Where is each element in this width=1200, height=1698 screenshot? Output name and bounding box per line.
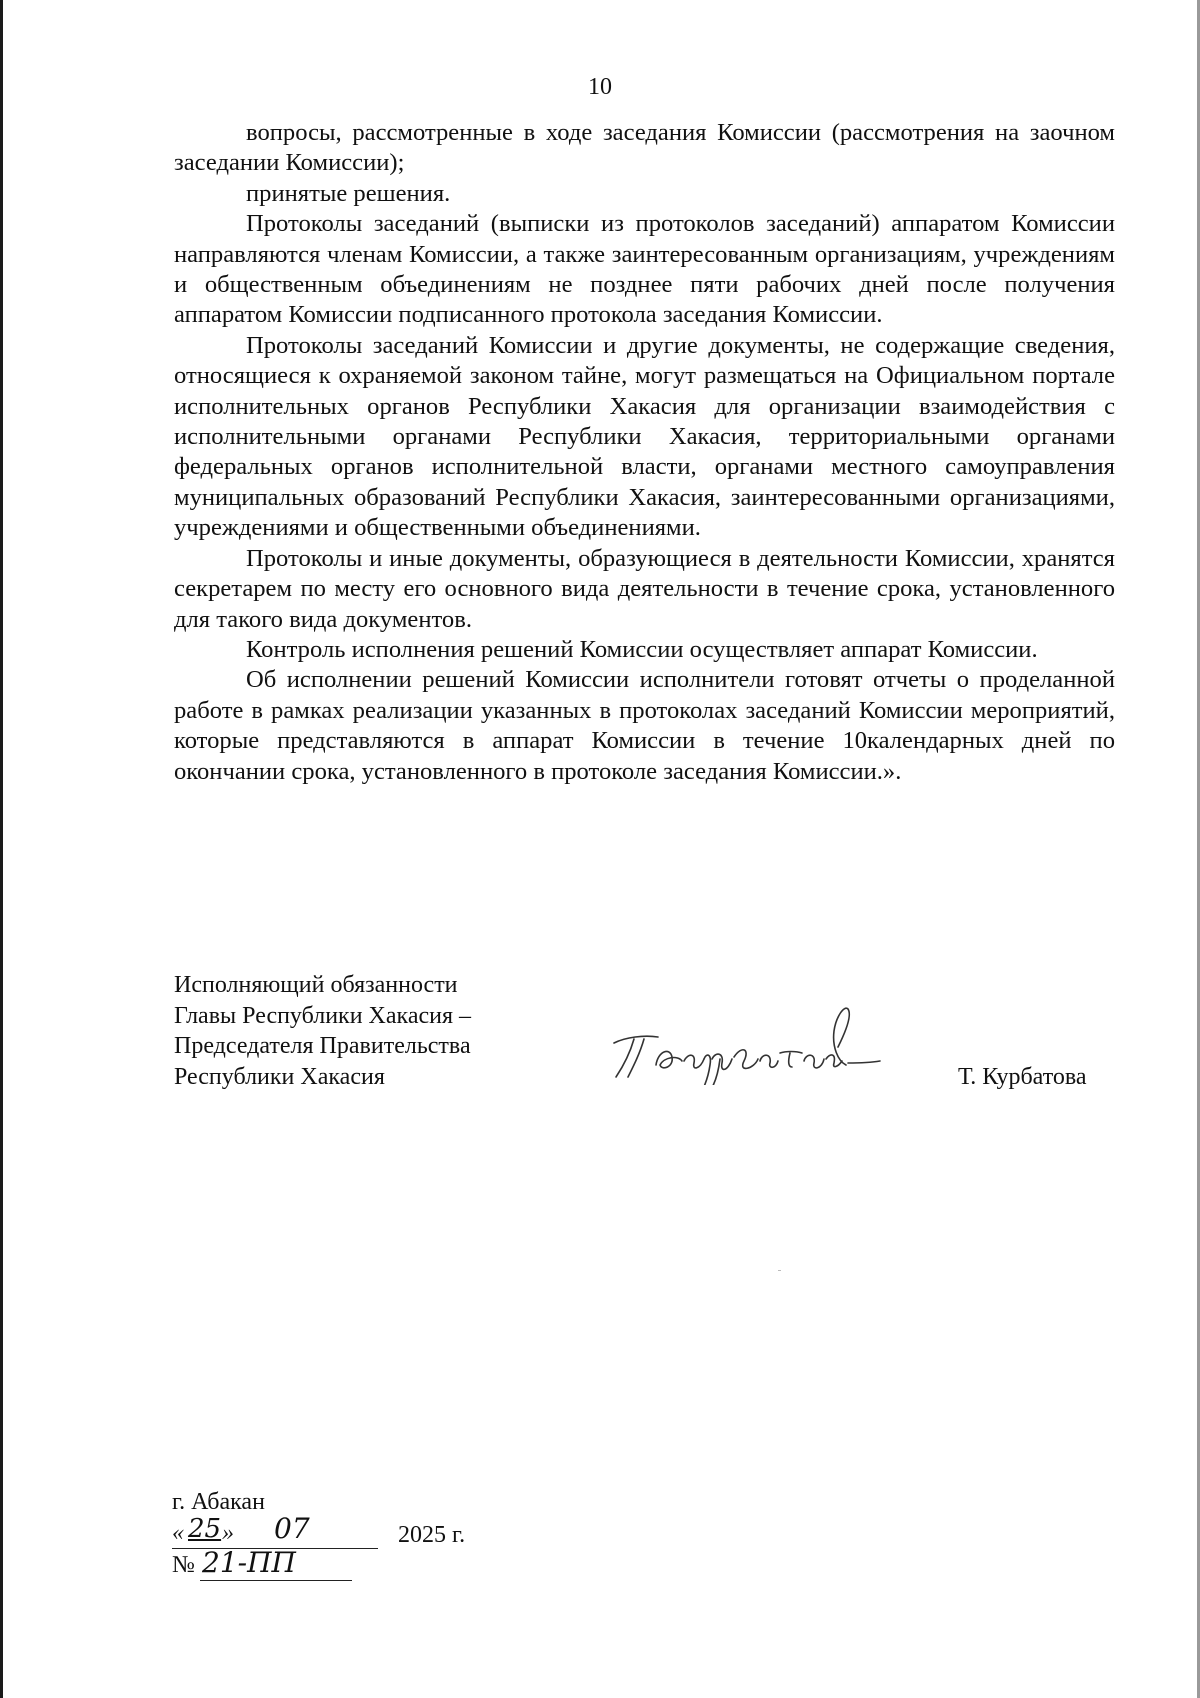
paragraph-1: вопросы, рассмотренные в ходе заседания Комиссии (рассмотрения на заочном заседании Комиссии); (174, 119, 1115, 177)
handwritten-signature (600, 995, 890, 1085)
signer-title-line: Исполняющий обязанности (174, 972, 458, 998)
paragraph-6: Контроль исполнения решений Комиссии осуществляет аппарат Комиссии. (246, 635, 1038, 663)
paragraph-3: Протоколы заседаний (выписки из протоколов заседаний) аппаратом Комиссии направляются членам Комиссии, а также заинтересованным организациям, учреждениям и общественным объединениям не позднее пяти рабочих дней после получения аппаратом Комиссии подписанного протокола заседания Комиссии. (174, 210, 1115, 329)
paragraph-5: Протоколы и иные документы, образующиеся в деятельности Комиссии, хранятся секретарем по месту его основного вида деятельности в течение срока, установленного для такого вида документов. (174, 544, 1115, 633)
scan-speck (778, 1270, 781, 1271)
number-underline (200, 1580, 352, 1581)
signer-title (174, 970, 534, 1092)
date-quote-close: » (222, 1520, 234, 1546)
signer-title-line: Председателя Правительства (174, 1033, 471, 1059)
paragraph-2: принятые решения. (246, 179, 451, 207)
handwritten-document-number: 21-ПП (202, 1546, 296, 1579)
number-sign: № (172, 1552, 195, 1578)
page-number (0, 72, 1200, 102)
date-year: 2025 г. (398, 1522, 466, 1548)
handwritten-month: 07 (274, 1512, 310, 1545)
handwritten-day: 25 (188, 1514, 222, 1544)
signer-title-line: Республики Хакасия (174, 1063, 385, 1090)
scan-left-border (0, 0, 3, 1698)
city-label: г. Абакан (172, 1489, 265, 1515)
paragraph-7: Об исполнении решений Комиссии исполнители готовят отчеты о проделанной работе в рамках реализации указанных в протоколах заседаний Комиссии мероприятий, которые представляются в аппарат Комиссии в течение 10календарных дней по окончании срока, установленного в протоколе заседания Комиссии.». (174, 666, 1115, 785)
page-number-text: 10 (588, 74, 612, 100)
signer-name: Т. Курбатова (958, 1064, 1087, 1090)
date-quote-open: « (172, 1520, 184, 1546)
document-body (174, 118, 1115, 787)
signer-title-line: Главы Республики Хакасия – (174, 1002, 472, 1029)
paragraph-4: Протоколы заседаний Комиссии и другие документы, не содержащие сведения, относящиеся к охраняемой законом тайне, могут размещаться на Официальном портале исполнительных органов Республики Хакасия для организации взаимодействия с исполнительными органами Республики Хакасия, территориальными органами федеральных органов исполнительной власти, органами местного самоуправления муниципальных образований Республики Хакасия, заинтересованными организациями, учреждениями и общественными объединениями. (174, 331, 1115, 542)
number-row (172, 1548, 492, 1582)
